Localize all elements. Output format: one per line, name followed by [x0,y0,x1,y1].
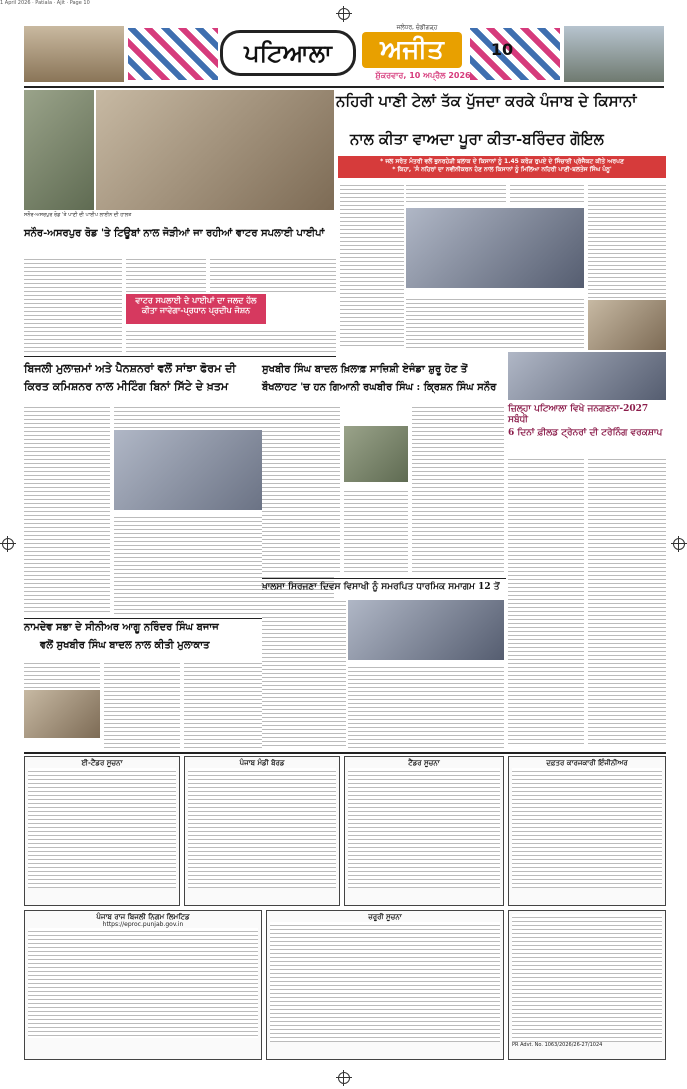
pipeline-body-col-4 [126,328,336,352]
ad-3-body [348,768,500,888]
registration-mark-icon [673,538,685,550]
pipeline-caption: ਸਨੌਰ-ਅਸਰਪੁਰ ਰੋਡ 'ਤੇ ਪਾਣੀ ਦੀ ਪਾਈਪ ਲਾਈਨ ਦੀ ਹਾਲਤ [24,212,132,218]
ad-box-7 [508,910,666,1060]
main-bullet-1: * ਜਲ ਸਰੋਤ ਮੰਤਰੀ ਵਲੋਂ ਭੁਨਰਹੇੜੀ ਬਲਾਕ ਦੇ ਕਿਸਾਨਾਂ ਨੂੰ 1.45 ਕਰੋੜ ਰੁਪਏ ਦੇ ਸਿੰਚਾਈ ਪ੍ਰੋਜੈਕਟ ਕੀਤੇ ਅਰਪਣ [380,158,624,165]
ad-5-title: ਪੰਜਾਬ ਰਾਜ ਬਿਜਲੀ ਨਿਗਮ ਲਿਮਟਿਡ [96,913,190,921]
ad-5-website[interactable]: https://eproc.punjab.gov.in [102,921,184,928]
pipeline-photo-right [96,90,334,210]
main-body-col-4 [406,296,584,348]
divider [24,356,336,357]
ad-4-body [512,768,662,888]
ad-5-body [28,928,258,1038]
namdev-body-col-2 [104,660,180,750]
ad-4-title: ਦਫ਼ਤਰ ਕਾਰਜਕਾਰੀ ਇੰਜੀਨੀਅਰ [546,759,628,767]
main-body-col-5 [588,182,666,302]
ad-box-2 [184,756,340,906]
ad-3-title: ਟੈਂਡਰ ਸੂਚਨਾ [408,759,440,767]
electricity-headline-2: ਕਿਰਤ ਕਮਿਸ਼ਨਰ ਨਾਲ ਮੀਟਿੰਗ ਬਿਨਾਂ ਸਿੱਟੇ ਦੇ ਖ਼ਤਮ [24,380,229,393]
masthead-photo-left [24,26,124,82]
ad-note: PR Advt. No. 1063/2026/26-27/1024 [512,1042,603,1048]
registration-mark-icon [338,1072,350,1084]
registration-mark-icon [2,538,14,550]
ad-2-title: ਪੰਜਾਬ ਮੰਡੀ ਬੋਰਡ [239,759,285,767]
pipeline-headline: ਸਨੌਰ-ਅਸਰਪੁਰ ਰੋਡ 'ਤੇ ਟਿਊਬਾਂ ਨਾਲ ਜੋੜੀਆਂ ਜਾ ਰਹੀਆਂ ਵਾਟਰ ਸਪਲਾਈ ਪਾਈਪਾਂ [24,228,325,239]
ad-box-5 [24,910,262,1060]
census-headline-2: 6 ਦਿਨਾਂ ਫ਼ੀਲਡ ਟ੍ਰੇਨਰਾਂ ਦੀ ਟਰੇਨਿੰਗ ਵਰਕਸ਼ਾਪ [508,428,663,438]
electricity-headline-1: ਬਿਜਲੀ ਮੁਲਾਜ਼ਮਾਂ ਅਤੇ ਪੈਨਸ਼ਨਰਾਂ ਵਲੋਂ ਸਾਂਝਾ ਫੋਰਮ ਦੀ [24,362,236,375]
pipeline-photo-left [24,90,94,210]
namdev-body-col-1 [24,660,100,688]
khalsa-body-col-2 [348,664,504,748]
ad-1-title: ਈ-ਟੈਂਡਰ ਸੂਚਨਾ [81,759,123,767]
khalsa-photo [348,600,504,660]
namdev-headline-2: ਵਲੋਂ ਸੁਖਬੀਰ ਸਿੰਘ ਬਾਦਲ ਨਾਲ ਕੀਤੀ ਮੁਲਾਕਾਤ [40,640,210,651]
ad-box-3 [344,756,504,906]
ad-1-body [28,768,176,888]
sukhbir-headline-1: ਸੁਖਬੀਰ ਸਿੰਘ ਬਾਦਲ ਖ਼ਿਲਾਫ਼ ਸਾਜ਼ਿਸ਼ੀ ਏਜੰਡਾ ਸ਼ੁਰੂ ਹੋਣ ਤੋਂ [262,364,468,375]
census-photo [508,352,666,400]
ad-6-title: ਜ਼ਰੂਰੀ ਸੂਚਨਾ [368,913,402,921]
masthead-photo-right [564,26,664,82]
namdev-headline-1: ਨਾਮਦੇਵ ਸਭਾ ਦੇ ਸੀਨੀਅਰ ਆਗੂ ਨਰਿੰਦਰ ਸਿੰਘ ਬਜਾਜ [24,622,219,633]
sukhbir-body-col-1 [262,404,340,574]
sukhbir-headline-2: ਬੌਖਲਾਹਟ 'ਚ ਹਨ ਗਿਆਨੀ ਰਘਬੀਰ ਸਿੰਘ : ਕ੍ਰਿਸ਼ਨ ਸਿੰਘ ਸਨੌਰ [262,382,497,393]
page-number: 10 [490,40,514,59]
ad-2-body [188,768,336,888]
sukhbir-body-col-3 [412,404,504,574]
page-title: ਪਟਿਆਲਾ [220,30,356,76]
divider [24,618,264,619]
pipeline-highlight-box: ਵਾਟਰ ਸਪਲਾਈ ਦੇ ਪਾਈਪਾਂ ਦਾ ਜਲਦ ਹੱਲ ਕੀਤਾ ਜਾਵੇਗਾ-ਪ੍ਰਧਾਨ ਪ੍ਰਦੀਪ ਜੋਸ਼ਨ [126,294,266,324]
brand-tagline: ਜਲੰਧਰ, ਚੰਡੀਗੜ੍ਹ [396,24,438,31]
brand-logo: ਅਜੀਤ [362,32,462,68]
census-headline-1: ਜ਼ਿਲ੍ਹਾ ਪਟਿਆਲਾ ਵਿਖੇ ਜਨਗਣਨਾ-2027 ਸਬੰਧੀ [508,404,649,426]
namdev-photo [24,690,100,738]
census-body-col-2 [588,456,666,746]
pipeline-body-col-1 [24,256,122,352]
main-body-col-1 [340,182,404,347]
ad-6-body [270,922,500,1042]
main-body-col-3 [510,182,584,204]
ad-box-6 [266,910,504,1060]
ad-7-body [512,914,662,1042]
khalsa-body-col-1 [262,598,346,748]
ad-box-1 [24,756,180,906]
main-photo-small [588,300,666,350]
namdev-body-col-3 [184,660,264,750]
main-bullet-2: * ਕਿਹਾ, 'ਸੰ ਨਹਿਰਾਂ ਦਾ ਨਵੀਨੀਕਰਨ ਹੋਣ ਨਾਲ ਕਿਸਾਨਾਂ ਨੂੰ ਮਿਲਿਆ ਨਹਿਰੀ ਪਾਣੀ-ਬਲਤੇਜ ਸਿੰਘ ਪੰਨੂ' [392,165,612,173]
pipeline-body-col-3 [210,256,336,292]
electricity-body-col-1 [24,404,110,614]
main-headline-2: ਨਾਲ ਕੀਤਾ ਵਾਅਦਾ ਪੂਰਾ ਕੀਤਾ-ਬਰਿੰਦਰ ਗੋਇਲ [350,130,604,148]
khalsa-headline: ਖ਼ਾਲਸਾ ਸਿਰਜਣਾ ਦਿਵਸ ਵਿਸਾਖੀ ਨੂੰ ਸਮਰਪਿਤ ਧਾਰਮਿਕ ਸਮਾਗਮ 12 ਤੋਂ [262,582,500,592]
issue-date: ਸ਼ੁੱਕਰਵਾਰ, 10 ਅਪ੍ਰੈਲ 2026 [375,71,471,80]
divider [262,578,506,579]
pipeline-body-col-2 [126,256,206,292]
registration-mark-icon [338,8,350,20]
top-strip: 1 April 2026 · Patiala · Ajit · Page 10 [0,0,90,6]
ad-section-divider [24,752,666,754]
main-headline-1: ਨਹਿਰੀ ਪਾਣੀ ਟੇਲਾਂ ਤੱਕ ਪੁੱਜਦਾ ਕਰਕੇ ਪੰਜਾਬ ਦੇ ਕਿਸਾਨਾਂ [336,92,637,110]
masthead-pattern [128,28,218,80]
sukhbir-photo [344,426,408,482]
masthead [24,24,664,88]
main-body-col-2 [406,182,506,204]
main-photo [406,208,584,288]
sukhbir-body-col-2 [344,488,408,574]
main-bullets-box [338,156,666,178]
census-body-col-1 [508,456,584,746]
ad-box-4 [508,756,666,906]
